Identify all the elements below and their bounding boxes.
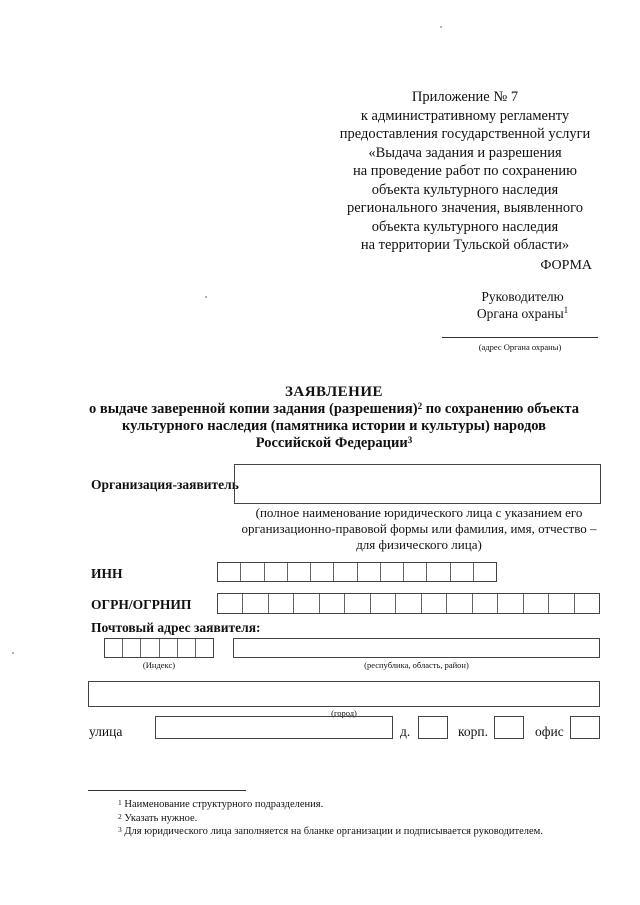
- ogrn-cell[interactable]: [447, 594, 472, 613]
- footnotes: [118, 798, 543, 839]
- appendix-line: на проведение работ по сохранению: [352, 163, 577, 179]
- index-cell[interactable]: [160, 639, 178, 657]
- inn-cell[interactable]: [358, 563, 381, 581]
- address-fill-line[interactable]: [442, 337, 598, 338]
- office-field[interactable]: [570, 716, 600, 739]
- appendix-line: объекта культурного наследия: [371, 218, 559, 235]
- appendix-line: Приложение № 7: [411, 89, 519, 105]
- footnote-ref: 2: [417, 401, 423, 411]
- ogrn-cell[interactable]: [294, 594, 319, 613]
- footnote-ref: 1: [563, 305, 569, 315]
- inn-cell[interactable]: [404, 563, 427, 581]
- inn-cell[interactable]: [288, 563, 311, 581]
- org-hint-line: для физического лица): [356, 537, 482, 552]
- recipient-block: [460, 288, 585, 322]
- corp-field[interactable]: [494, 716, 524, 739]
- postal-index-cells[interactable]: [104, 638, 214, 658]
- ogrn-cell[interactable]: [396, 594, 421, 613]
- org-hint-line: организационно-правовой формы или фамилия, имя, отчество –: [241, 521, 597, 536]
- ogrn-cell[interactable]: [345, 594, 370, 613]
- footnote-text: Указать нужное.: [124, 812, 198, 824]
- footnote-text: Для юридического лица заполняется на бланке организации и подписывается руководителем.: [124, 826, 543, 837]
- postal-label: Почтовый адрес заявителя:: [91, 620, 261, 635]
- org-hint: [234, 505, 604, 553]
- inn-cells[interactable]: [217, 562, 497, 582]
- footnote-ref: 3: [407, 435, 413, 445]
- title-line: [60, 435, 608, 452]
- ogrn-cell[interactable]: [498, 594, 523, 613]
- city-field[interactable]: [88, 681, 600, 707]
- corp-label: корп.: [458, 724, 488, 739]
- scan-speck: [440, 26, 442, 28]
- appendix-line: на территории Тульской области»: [360, 237, 570, 253]
- office-label: офис: [535, 724, 564, 739]
- appendix-line: объекта культурного наследия: [371, 181, 559, 198]
- ogrn-cell[interactable]: [218, 594, 243, 613]
- ogrn-cell[interactable]: [524, 594, 549, 613]
- org-name-field[interactable]: [234, 464, 601, 504]
- inn-cell[interactable]: [451, 563, 474, 581]
- title-text: по сохранению объекта: [422, 401, 579, 417]
- street-label: улица: [89, 724, 123, 739]
- ogrn-cell[interactable]: [269, 594, 294, 613]
- appendix-line: «Выдача задания и разрешения: [368, 144, 562, 161]
- inn-cell[interactable]: [334, 563, 357, 581]
- index-caption: (Индекс): [142, 660, 176, 670]
- org-label: Организация-заявитель: [91, 477, 239, 492]
- inn-cell[interactable]: [265, 563, 288, 581]
- footnote-separator: [88, 790, 246, 791]
- title-heading: ЗАЯВЛЕНИЕ: [284, 384, 384, 400]
- recipient-org-text: Органа охраны: [476, 306, 564, 321]
- title-line: [60, 401, 608, 418]
- form-marker: ФОРМА: [540, 258, 592, 273]
- footnote: [118, 825, 543, 839]
- footnote-number: 1: [118, 798, 122, 807]
- title-text: о выдаче заверенной копии задания (разрешения): [89, 401, 418, 417]
- ogrn-cell[interactable]: [575, 594, 599, 613]
- footnote-number: 3: [118, 825, 122, 834]
- appendix-header: [300, 88, 630, 255]
- ogrn-cell[interactable]: [243, 594, 268, 613]
- inn-cell[interactable]: [311, 563, 334, 581]
- ogrn-cell[interactable]: [473, 594, 498, 613]
- house-field[interactable]: [418, 716, 448, 739]
- ogrn-cells[interactable]: [217, 593, 600, 614]
- index-cell[interactable]: [123, 639, 141, 657]
- inn-label: ИНН: [91, 566, 123, 581]
- ogrn-cell[interactable]: [422, 594, 447, 613]
- recipient-line: [460, 305, 585, 322]
- scan-speck: [205, 296, 207, 298]
- footnote-number: 2: [118, 811, 122, 821]
- footnote: [118, 812, 543, 826]
- inn-cell[interactable]: [427, 563, 450, 581]
- index-cell[interactable]: [141, 639, 159, 657]
- house-label: д.: [400, 724, 411, 739]
- street-field[interactable]: [155, 716, 393, 739]
- org-hint-line: (полное наименование юридического лица с указанием его: [255, 505, 583, 520]
- scan-speck: [12, 652, 14, 654]
- region-field[interactable]: [233, 638, 600, 658]
- inn-cell[interactable]: [218, 563, 241, 581]
- city-caption: (город): [331, 708, 357, 718]
- ogrn-cell[interactable]: [371, 594, 396, 613]
- appendix-line: регионального значения, выявленного: [347, 200, 583, 216]
- ogrn-cell[interactable]: [320, 594, 345, 613]
- appendix-line: предоставления государственной услуги: [339, 126, 591, 142]
- index-cell[interactable]: [178, 639, 196, 657]
- index-cell[interactable]: [196, 639, 213, 657]
- ogrn-label: ОГРН/ОГРНИП: [91, 597, 192, 612]
- region-caption: (республика, область, район): [364, 660, 469, 670]
- inn-cell[interactable]: [241, 563, 264, 581]
- title-line: культурного наследия (памятника истории и культуры) народов: [121, 418, 547, 434]
- inn-cell[interactable]: [381, 563, 404, 581]
- index-cell[interactable]: [105, 639, 123, 657]
- appendix-line: к административному регламенту: [360, 107, 570, 124]
- address-caption: (адрес Органа охраны): [478, 342, 562, 352]
- footnote-text: Наименование структурного подразделения.: [124, 799, 324, 810]
- ogrn-cell[interactable]: [549, 594, 574, 613]
- inn-cell[interactable]: [474, 563, 496, 581]
- document-title: [60, 384, 608, 452]
- recipient-line: Руководителю: [481, 289, 564, 304]
- footnote: [118, 798, 543, 812]
- title-text: Российской Федерации: [255, 435, 408, 451]
